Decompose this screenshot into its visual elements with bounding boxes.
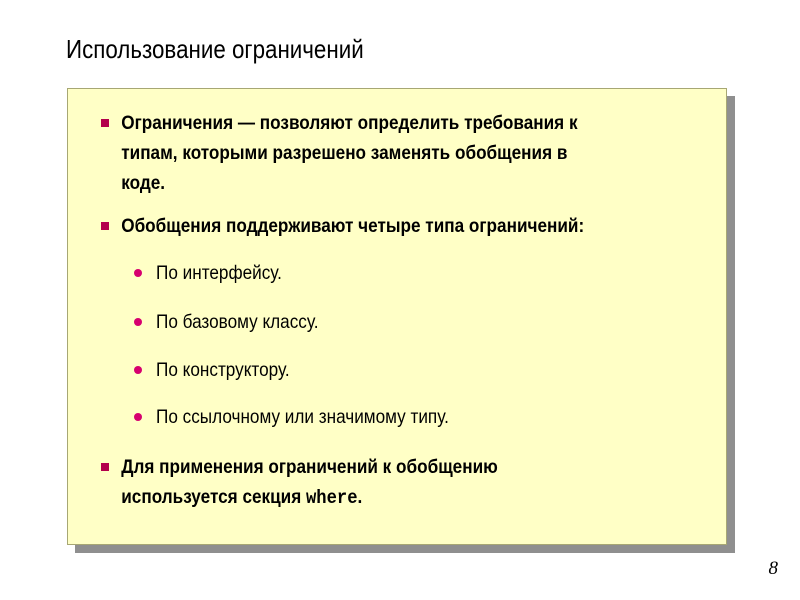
sub-bullet-item	[134, 402, 694, 432]
slide-title: Использование ограничений	[66, 34, 364, 64]
bullet-item-2	[101, 211, 721, 241]
sub-bullet-text: По конструктору.	[156, 359, 290, 381]
sub-bullet-item	[134, 307, 694, 337]
bullet-text	[101, 452, 720, 513]
sub-bullet-item	[134, 258, 694, 288]
bullet-text: Обобщения поддерживают четыре типа ограничений:	[121, 215, 585, 237]
sub-bullet-text: По интерфейсу.	[156, 262, 282, 284]
bullet-line: типам, которыми разрешено заменять обобщения в	[121, 142, 568, 164]
sub-bullet-item	[134, 355, 694, 385]
bullet-text	[101, 108, 720, 198]
bullet-line-prefix: используется секция	[121, 486, 306, 508]
bullet-item-3	[101, 452, 721, 513]
code-keyword: where	[305, 487, 358, 509]
bullet-item-1	[101, 108, 721, 198]
sub-bullet-text: По базовому классу.	[156, 311, 319, 333]
bullet-line-suffix: .	[357, 486, 363, 508]
bullet-line: коде.	[121, 172, 166, 194]
bullet-line: Для применения ограничений к обобщению	[121, 456, 498, 478]
bullet-line: Ограничения — позволяют определить требования к	[121, 112, 578, 134]
page-number: 8	[768, 558, 778, 579]
sub-bullet-text: По ссылочному или значимому типу.	[156, 406, 449, 428]
